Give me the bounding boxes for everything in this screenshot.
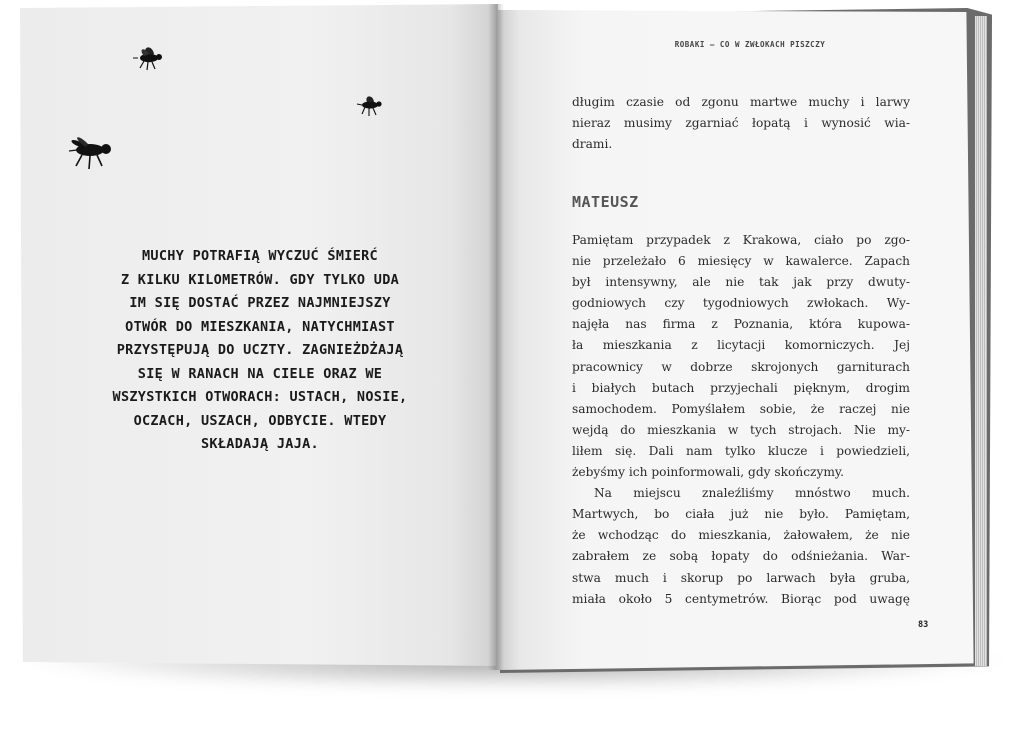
text-line: wejdą do mieszkania w tych strojach. Nie my- [572, 422, 910, 437]
fly-icon [130, 42, 168, 72]
text-line: miała około 5 centymetrów. Biorąc pod uwagę [572, 591, 910, 606]
fly-icon [355, 93, 389, 119]
text-line: ła mieszkania z licytacji komorniczych. Jej [572, 338, 910, 353]
body-text [572, 230, 910, 610]
pull-quote-line: OCZACH, USZACH, ODBYCIE. WTEDY [133, 412, 387, 429]
text-line: że wchodząc do mieszkania, żałowałem, że nie [572, 528, 910, 543]
text-line: pracownicy w dobrze skrojonych garniturach [572, 359, 910, 374]
running-head: ROBAKI – CO W ZWŁOKACH PISZCZY [674, 40, 826, 49]
pull-quote-line: WSZYSTKICH OTWORACH: USTACH, NOSIE, [112, 389, 408, 405]
text-line: liłem się. Dali nam tylko klucze i powiedzieli, [572, 443, 910, 458]
text-line: Na miejscu znaleźliśmy mnóstwo much. [594, 486, 910, 501]
text-line: zabrałem ze sobą łopaty do odśnieżania. War- [572, 549, 910, 564]
pull-quote-line: SIĘ W RANACH NA CIELE ORAZ WE [137, 365, 383, 382]
pull-quote-line: IM SIĘ DOSTAĆ PRZEZ NAJMNIEJSZY [129, 295, 391, 311]
pull-quote-line: PRZYSTĘPUJĄ DO UCZTY. ZAGNIEŻDŻAJĄ [116, 342, 404, 358]
fly-icon [64, 128, 120, 172]
text-line: Martwych, bo ciała już nie było. Pamiętam, [572, 507, 910, 522]
text-line: żebyśmy ich poinformowali, gdy skończymy. [572, 465, 845, 480]
text-line: i białych butach przyjechali pięknym, drogim [572, 380, 910, 395]
pull-quote-line: Z KILKU KILOMETRÓW. GDY TYLKO UDA [120, 271, 400, 288]
pull-quote-line: OTWÓR DO MIESZKANIA, NATYCHMIAST [125, 318, 395, 335]
text-line: najęła nas firma z Poznania, która kupowa- [572, 317, 910, 332]
text-line: nieraz musimy zgarniać łopatą i wynosić wia- [572, 116, 910, 131]
text-line: godniowych czy tygodniowych zwłokach. Wy- [572, 296, 910, 311]
pull-quote-line: MUCHY POTRAFIĄ WYCZUĆ ŚMIERĆ [142, 248, 378, 264]
text-line: był intensywny, ale nie tak jak przy dwuty- [572, 275, 910, 290]
top-paragraph [572, 92, 910, 155]
text-line: długim czasie od zgonu martwe muchy i larwy [572, 95, 910, 109]
text-line: Pamiętam przypadek z Krakowa, ciało po zgo- [572, 233, 910, 247]
page-stack-edge [975, 16, 987, 666]
pull-quote [100, 245, 420, 457]
text-line: samochodem. Pomyślałem sobie, że raczej nie [572, 401, 910, 416]
text-line: drami. [572, 137, 613, 152]
page-number: 83 [918, 620, 929, 630]
text-line: stwa much i skorup po larwach była gruba, [572, 570, 910, 585]
book-spine [488, 4, 504, 670]
section-heading: MATEUSZ [572, 193, 639, 211]
pull-quote-line: SKŁADAJĄ JAJA. [201, 436, 319, 452]
text-line: nie przeleżało 6 miesięcy w kawalerce. Zapach [572, 254, 910, 269]
